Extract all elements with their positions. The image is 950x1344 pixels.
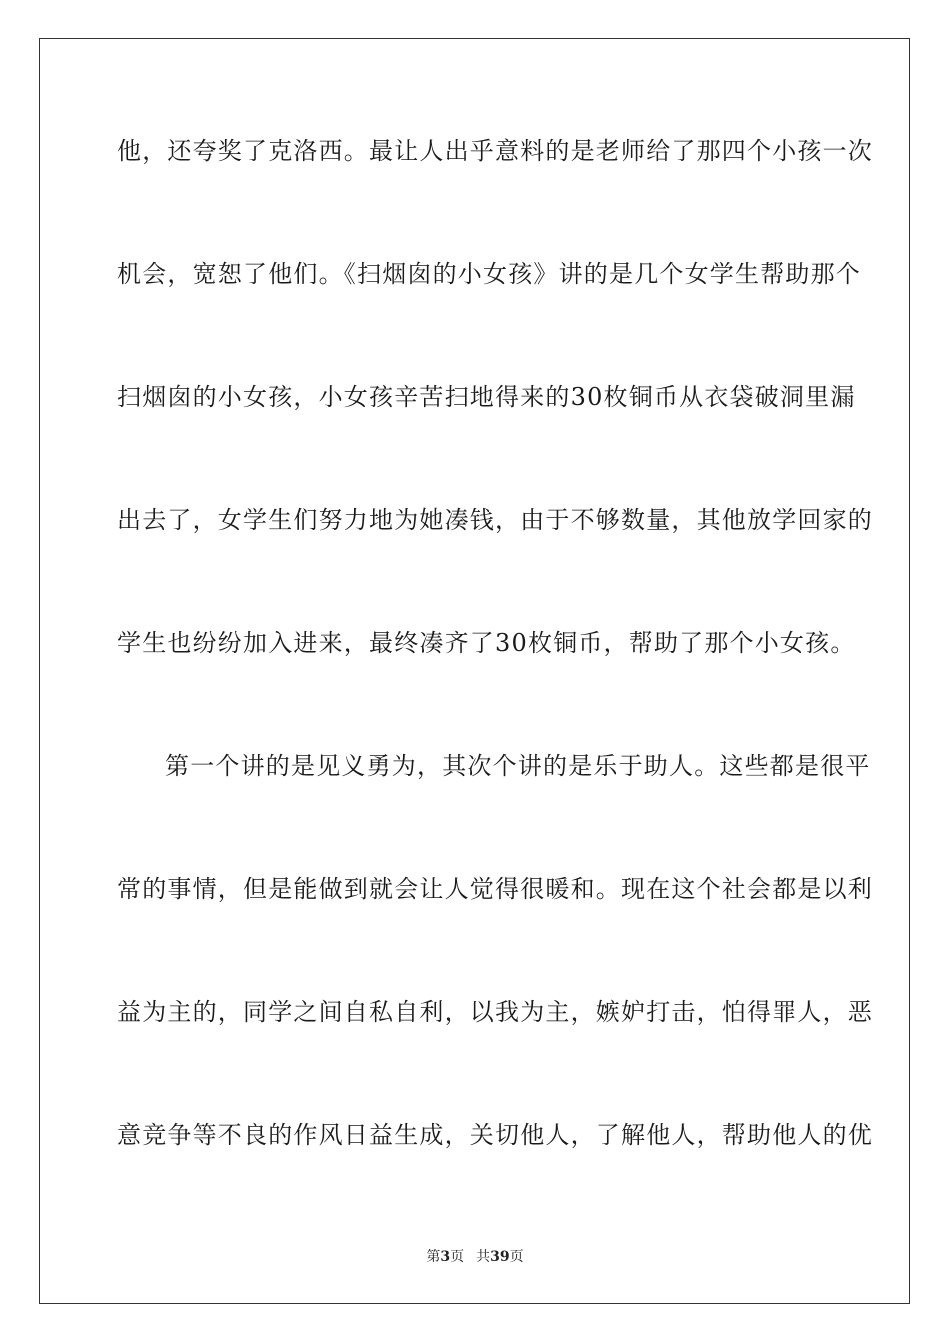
page-suffix: 页 — [450, 1249, 465, 1265]
paragraph-line: 出去了，女学生们努力地为她凑钱，由于不够数量，其他放学回家的 — [117, 506, 873, 534]
paragraph-line-indented: 第一个讲的是见义勇为，其次个讲的是乐于助人。这些都是很平 — [165, 752, 871, 780]
paragraph-line: 他，还夸奖了克洛西。最让人出乎意料的是老师给了那四个小孩一次 — [117, 137, 873, 165]
page-number: 3 — [440, 1249, 451, 1265]
total-suffix: 页 — [509, 1249, 524, 1265]
page-footer — [0, 1247, 950, 1267]
total-prefix: 共 — [476, 1249, 491, 1265]
page-prefix: 第 — [426, 1249, 441, 1265]
paragraph-line: 扫烟囱的小女孩，小女孩辛苦扫地得来的30枚铜币从衣袋破洞里漏 — [117, 383, 856, 411]
paragraph-line: 益为主的，同学之间自私自利，以我为主，嫉妒打击，怕得罪人，恶 — [117, 998, 873, 1026]
paragraph-line: 意竞争等不良的作风日益生成，关切他人，了解他人，帮助他人的优 — [117, 1121, 873, 1149]
total-pages: 39 — [490, 1249, 510, 1265]
paragraph-line: 学生也纷纷加入进来，最终凑齐了30枚铜币，帮助了那个小女孩。 — [117, 629, 856, 657]
paragraph-line: 常的事情，但是能做到就会让人觉得很暖和。现在这个社会都是以利 — [117, 875, 873, 903]
page-border — [39, 38, 910, 1304]
paragraph-line: 机会，宽恕了他们。《扫烟囱的小女孩》讲的是几个女学生帮助那个 — [117, 260, 861, 288]
